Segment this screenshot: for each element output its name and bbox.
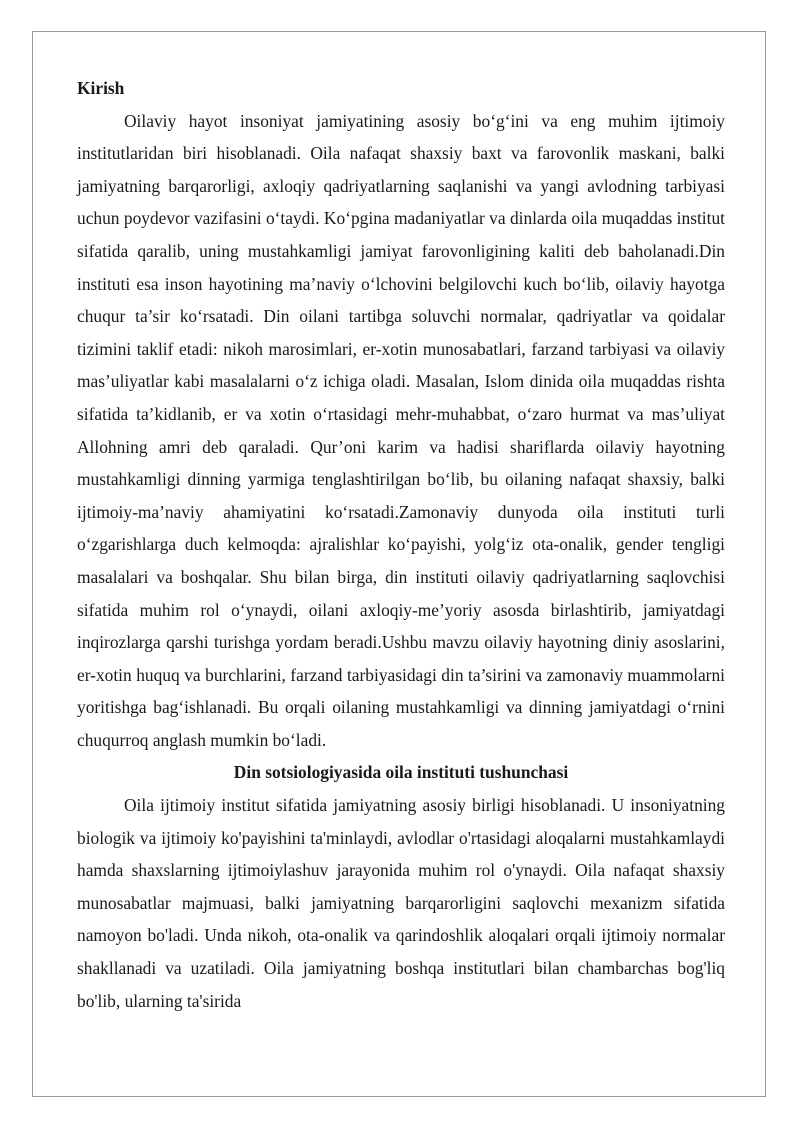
intro-heading: Kirish <box>77 78 125 98</box>
document-body <box>77 72 725 1017</box>
intro-paragraph: Oilaviy hayot insoniyat jamiyatining asosiy bo‘g‘ini va eng muhim ijtimoiy institutlaridan biri hisoblanadi. Oila nafaqat shaxsiy baxt va farovonlik maskani, balki jamiyatning barqarorligi, axloqiy qadriyatlarning saqlanishi va yangi avlodning tarbiyasi uchun poydevor vazifasini o‘taydi. Ko‘pgina madaniyatlar va dinlarda oila muqaddas institut sifatida qaralib, uning mustahkamligi jamiyat farovonligining kaliti deb baholanadi.Din instituti esa inson hayotining ma’naviy o‘lchovini belgilovchi kuch bo‘lib, oilaviy hayotga chuqur ta’sir ko‘rsatadi. Din oilani tartibga soluvchi normalar, qadriyatlar va qoidalar tizimini taklif etadi: nikoh marosimlari, er-xotin munosabatlari, farzand tarbiyasi va oilaviy mas’uliyatlar kabi masalalarni o‘z ichiga oladi. Masalan, Islom dinida oila muqaddas rishta sifatida ta’kidlanib, er va xotin o‘rtasidagi mehr-muhabbat, o‘zaro hurmat va mas’uliyat Allohning amri deb qaraladi. Qur’oni karim va hadisi shariflarda oilaviy hayotning mustahkamligi dinning yarmiga tenglashtirilgan bo‘lib, bu oilaning nafaqat shaxsiy, balki ijtimoiy-ma’naviy ahamiyatini ko‘rsatadi.Zamonaviy dunyoda oila instituti turli o‘zgarishlarga duch kelmoqda: ajralishlar ko‘payishi, yolg‘iz ota-onalik, gender tengligi masalalari va boshqalar. Shu bilan birga, din instituti oilaviy qadriyatlarning saqlovchisi sifatida muhim rol o‘ynaydi, oilani axloqiy-me’yoriy asosda birlashtirib, jamiyatdagi inqirozlarga qarshi turishga yordam beradi.Ushbu mavzu oilaviy hayotning diniy asoslarini, er-xotin huquq va burchlarini, farzand tarbiyasidagi din ta’sirini va zamonaviy muammolarni yoritishga bag‘ishlanadi. Bu orqali oilaning mustahkamligi va dinning jamiyatdagi o‘rnini chuqurroq anglash mumkin bo‘ladi. <box>77 110 725 750</box>
section-paragraph: Oila ijtimoiy institut sifatida jamiyatning asosiy birligi hisoblanadi. U insoniyatning biologik va ijtimoiy ko'payishini ta'minlaydi, avlodlar o'rtasidagi aloqalarni mustahkamlaydi hamda shaxslarning ijtimoiylashuv jarayonida muhim rol o'ynaydi. Oila nafaqat shaxsiy munosabatlar majmuasi, balki jamiyatning barqarorligini saqlovchi mexanizm sifatida namoyon bo'ladi. Unda nikoh, ota-onalik va qarindoshlik aloqalari orqali ijtimoiy normalar shakllanadi va uzatiladi. Oila jamiyatning boshqa institutlari bilan chambarchas bog'liq bo'lib, ularning ta'sirida <box>77 795 725 1011</box>
section-heading: Din sotsiologiyasida oila instituti tushunchasi <box>233 762 569 783</box>
